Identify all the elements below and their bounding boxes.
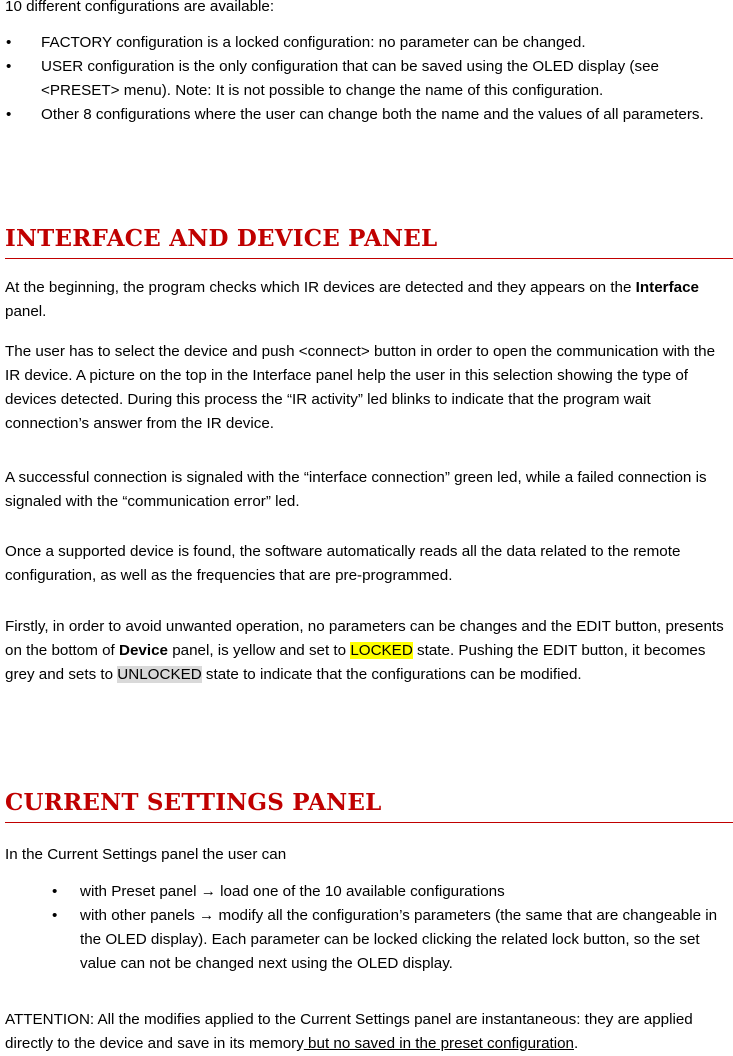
- section-heading-interface: INTERFACE AND DEVICE PANEL: [5, 224, 733, 259]
- paragraph-text: panel, is yellow and set to: [167, 642, 351, 659]
- list-item-text: Other 8 configurations where the user can change both the name and the values of all parameters.: [41, 106, 704, 123]
- paragraph-text: state. Pushing the EDIT button, it becomes grey and sets to: [5, 642, 706, 683]
- list-item: [5, 880, 732, 904]
- list-item-text: with Preset panel → load one of the 10 available configurations: [80, 883, 505, 900]
- paragraph-text: state to indicate that the configurations can be modified.: [201, 666, 582, 683]
- list-item-text: FACTORY configuration is a locked configuration: no parameter can be changed.: [41, 34, 586, 51]
- unlocked-highlight: UNLOCKED: [117, 666, 202, 683]
- list-item: [5, 103, 732, 127]
- underlined-text: but no saved in the preset configuration: [303, 1035, 575, 1052]
- list-item: [5, 31, 732, 55]
- section-heading-current-settings: CURRENT SETTINGS PANEL: [5, 788, 733, 823]
- bold-term-interface: Interface: [635, 279, 699, 296]
- paragraph-text: ATTENTION: All the modifies applied to the Current Settings panel are instantaneous: they are applied directly to the device and save in its memory: [5, 1011, 693, 1052]
- paragraph: [5, 615, 731, 687]
- list-item: [5, 55, 732, 103]
- paragraph-text: panel.: [5, 303, 47, 320]
- paragraph: A successful connection is signaled with the “interface connection” green led, while a failed connection is signaled with the “communication error” led.: [5, 469, 707, 510]
- paragraph: Once a supported device is found, the software automatically reads all the data related to the remote configuration, as well as the frequencies that are pre-programmed.: [5, 543, 681, 584]
- bullet-marker: •: [6, 34, 12, 51]
- list-item: [5, 904, 732, 976]
- paragraph-text: At the beginning, the program checks which IR devices are detected and they appears on the: [5, 279, 636, 296]
- config-list: [5, 31, 732, 127]
- list-item-text: with other panels → modify all the configuration’s parameters (the same that are changeable in the OLED display). Each parameter can be locked clicking the related lock button, so the set value can not be changed next using the OLED display.: [80, 907, 718, 972]
- list-item-text: USER configuration is the only configuration that can be saved using the OLED display (see <PRESET> menu). Note: It is not possible to change the name of this configuration.: [41, 58, 659, 99]
- attention-paragraph: [5, 1008, 731, 1056]
- locked-highlight: LOCKED: [350, 642, 413, 659]
- intro-text: 10 different configurations are available:: [5, 0, 275, 15]
- paragraph: The user has to select the device and push <connect> button in order to open the communication with the IR device. A picture on the top in the Interface panel help the user in this selection showing the type of devices detected. During this process the “IR activity” led blinks to indicate that the program wait connection’s answer from the IR device.: [5, 343, 716, 432]
- bullet-marker: •: [52, 883, 58, 900]
- paragraph-text: .: [574, 1035, 579, 1052]
- bullet-marker: •: [6, 106, 12, 123]
- bullet-marker: •: [52, 907, 58, 924]
- paragraph-text: Firstly, in order to avoid unwanted operation, no parameters can be changes and the EDIT button, presents on the bottom of: [5, 618, 724, 659]
- paragraph: [5, 276, 731, 324]
- current-settings-list: [5, 880, 732, 976]
- bold-term-device: Device: [118, 642, 168, 659]
- bullet-marker: •: [6, 58, 12, 75]
- paragraph: In the Current Settings panel the user can: [5, 846, 287, 863]
